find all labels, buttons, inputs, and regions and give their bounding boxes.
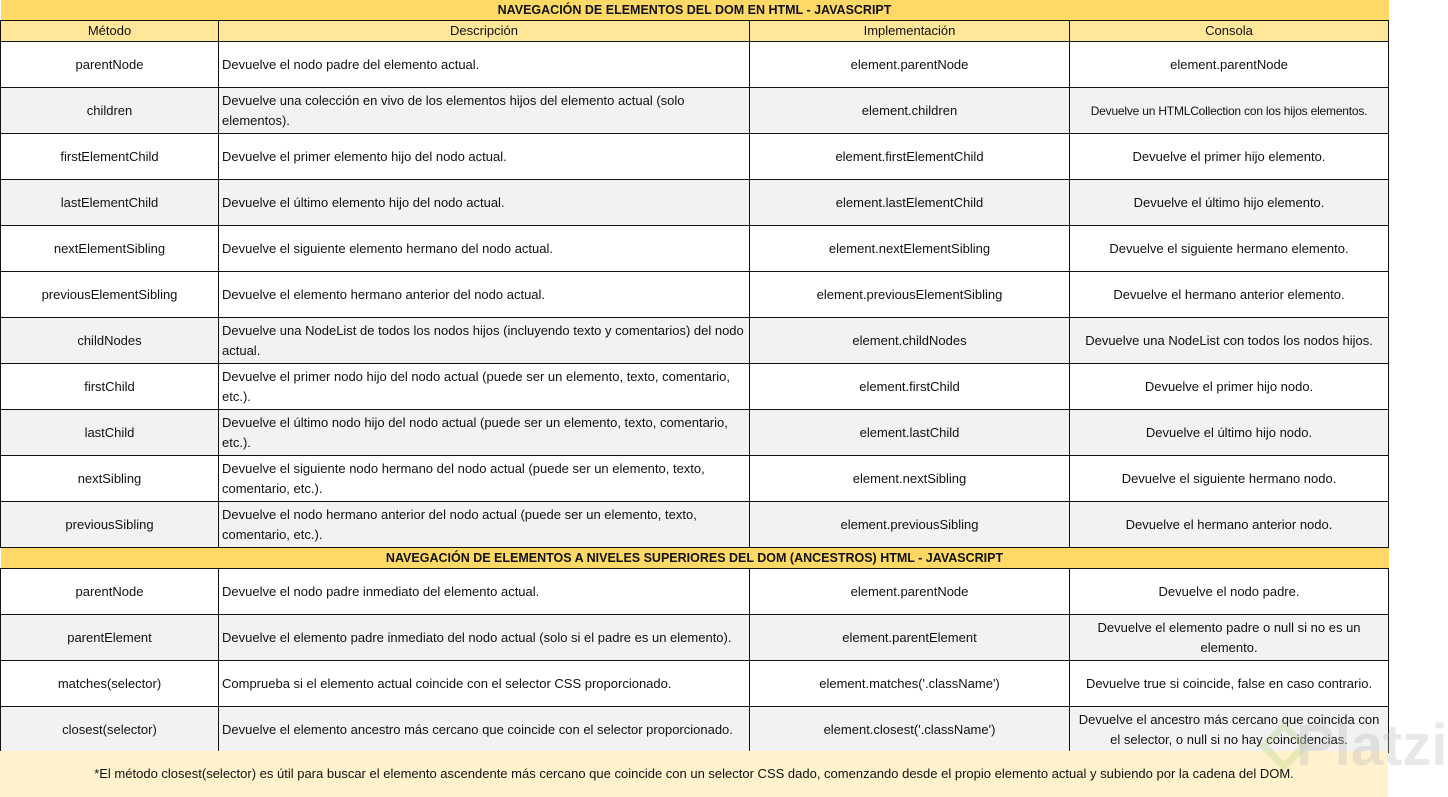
console-cell: Devuelve el siguiente hermano nodo.: [1070, 456, 1389, 502]
section2-title-row: [1, 548, 1389, 569]
platzi-watermark: Platzi: [1296, 713, 1448, 778]
implementation-cell: element.lastElementChild: [750, 180, 1070, 226]
table-row: [1, 180, 1389, 226]
method-cell: parentElement: [1, 615, 219, 661]
section1-title: NAVEGACIÓN DE ELEMENTOS DEL DOM EN HTML - JAVASCRIPT: [1, 0, 1389, 21]
console-cell: Devuelve el hermano anterior elemento.: [1070, 272, 1389, 318]
implementation-cell: element.matches('.className'): [750, 661, 1070, 707]
method-cell: firstElementChild: [1, 134, 219, 180]
implementation-cell: element.children: [750, 88, 1070, 134]
description-cell: Devuelve el elemento ancestro más cercano que coincide con el selector proporcionado.: [219, 707, 750, 753]
method-cell: lastChild: [1, 410, 219, 456]
method-cell: firstChild: [1, 364, 219, 410]
table-row: [1, 456, 1389, 502]
method-cell: childNodes: [1, 318, 219, 364]
implementation-cell: element.firstElementChild: [750, 134, 1070, 180]
console-cell: Devuelve el último hijo nodo.: [1070, 410, 1389, 456]
console-cell: Devuelve true si coincide, false en caso contrario.: [1070, 661, 1389, 707]
description-cell: Devuelve el siguiente nodo hermano del nodo actual (puede ser un elemento, texto, comentario, etc.).: [219, 456, 750, 502]
description-cell: Devuelve el elemento padre inmediato del nodo actual (solo si el padre es un elemento).: [219, 615, 750, 661]
console-cell: Devuelve el hermano anterior nodo.: [1070, 502, 1389, 548]
console-cell: Devuelve el primer hijo elemento.: [1070, 134, 1389, 180]
method-cell: children: [1, 88, 219, 134]
description-cell: Comprueba si el elemento actual coincide con el selector CSS proporcionado.: [219, 661, 750, 707]
description-cell: Devuelve el siguiente elemento hermano del nodo actual.: [219, 226, 750, 272]
table-row: [1, 569, 1389, 615]
method-cell: previousElementSibling: [1, 272, 219, 318]
implementation-cell: element.childNodes: [750, 318, 1070, 364]
description-cell: Devuelve el nodo padre del elemento actual.: [219, 42, 750, 88]
table-row: [1, 272, 1389, 318]
console-cell: Devuelve el nodo padre.: [1070, 569, 1389, 615]
implementation-cell: element.nextElementSibling: [750, 226, 1070, 272]
method-cell: previousSibling: [1, 502, 219, 548]
implementation-cell: element.parentNode: [750, 569, 1070, 615]
description-cell: Devuelve una colección en vivo de los elementos hijos del elemento actual (solo elementos).: [219, 88, 750, 134]
footnote: *El método closest(selector) es útil para buscar el elemento ascendente más cercano que coincide con un selector CSS dado, comenzando desde el propio elemento actual y subiendo por la cadena del DOM.: [0, 751, 1388, 797]
table-row: [1, 615, 1389, 661]
console-cell: element.parentNode: [1070, 42, 1389, 88]
header-method: Método: [1, 21, 219, 42]
table-row: [1, 661, 1389, 707]
header-implementation: Implementación: [750, 21, 1070, 42]
table-row: [1, 707, 1389, 753]
description-cell: Devuelve el primer elemento hijo del nodo actual.: [219, 134, 750, 180]
header-description: Descripción: [219, 21, 750, 42]
table-row: [1, 502, 1389, 548]
description-cell: Devuelve el nodo padre inmediato del elemento actual.: [219, 569, 750, 615]
implementation-cell: element.closest('.className'): [750, 707, 1070, 753]
section2-title: NAVEGACIÓN DE ELEMENTOS A NIVELES SUPERIORES DEL DOM (ANCESTROS) HTML - JAVASCRIPT: [1, 548, 1389, 569]
implementation-cell: element.firstChild: [750, 364, 1070, 410]
table-row: [1, 226, 1389, 272]
section1-title-row: [1, 0, 1389, 21]
table-row: [1, 318, 1389, 364]
console-cell: Devuelve el siguiente hermano elemento.: [1070, 226, 1389, 272]
table-row: [1, 42, 1389, 88]
implementation-cell: element.parentElement: [750, 615, 1070, 661]
implementation-cell: element.previousSibling: [750, 502, 1070, 548]
console-cell: Devuelve el último hijo elemento.: [1070, 180, 1389, 226]
header-console: Consola: [1070, 21, 1389, 42]
description-cell: Devuelve el nodo hermano anterior del nodo actual (puede ser un elemento, texto, comentario, etc.).: [219, 502, 750, 548]
console-cell: Devuelve un HTMLCollection con los hijos elementos.: [1070, 88, 1389, 134]
method-cell: matches(selector): [1, 661, 219, 707]
table-row: [1, 88, 1389, 134]
console-cell: Devuelve una NodeList con todos los nodos hijos.: [1070, 318, 1389, 364]
table-row: [1, 410, 1389, 456]
column-header-row: [1, 21, 1389, 42]
method-cell: parentNode: [1, 569, 219, 615]
method-cell: closest(selector): [1, 707, 219, 753]
method-cell: nextElementSibling: [1, 226, 219, 272]
description-cell: Devuelve el primer nodo hijo del nodo actual (puede ser un elemento, texto, comentario, etc.).: [219, 364, 750, 410]
implementation-cell: element.nextSibling: [750, 456, 1070, 502]
method-cell: lastElementChild: [1, 180, 219, 226]
method-cell: parentNode: [1, 42, 219, 88]
method-cell: nextSibling: [1, 456, 219, 502]
console-cell: Devuelve el elemento padre o null si no es un elemento.: [1070, 615, 1389, 661]
console-cell: Devuelve el primer hijo nodo.: [1070, 364, 1389, 410]
table-row: [1, 134, 1389, 180]
description-cell: Devuelve el último elemento hijo del nodo actual.: [219, 180, 750, 226]
console-cell: Devuelve el ancestro más cercano que coincida con el selector, o null si no hay coincidencias.: [1070, 707, 1389, 753]
description-cell: Devuelve el último nodo hijo del nodo actual (puede ser un elemento, texto, comentario, etc.).: [219, 410, 750, 456]
description-cell: Devuelve el elemento hermano anterior del nodo actual.: [219, 272, 750, 318]
description-cell: Devuelve una NodeList de todos los nodos hijos (incluyendo texto y comentarios) del nodo actual.: [219, 318, 750, 364]
implementation-cell: element.lastChild: [750, 410, 1070, 456]
table-row: [1, 364, 1389, 410]
implementation-cell: element.parentNode: [750, 42, 1070, 88]
implementation-cell: element.previousElementSibling: [750, 272, 1070, 318]
